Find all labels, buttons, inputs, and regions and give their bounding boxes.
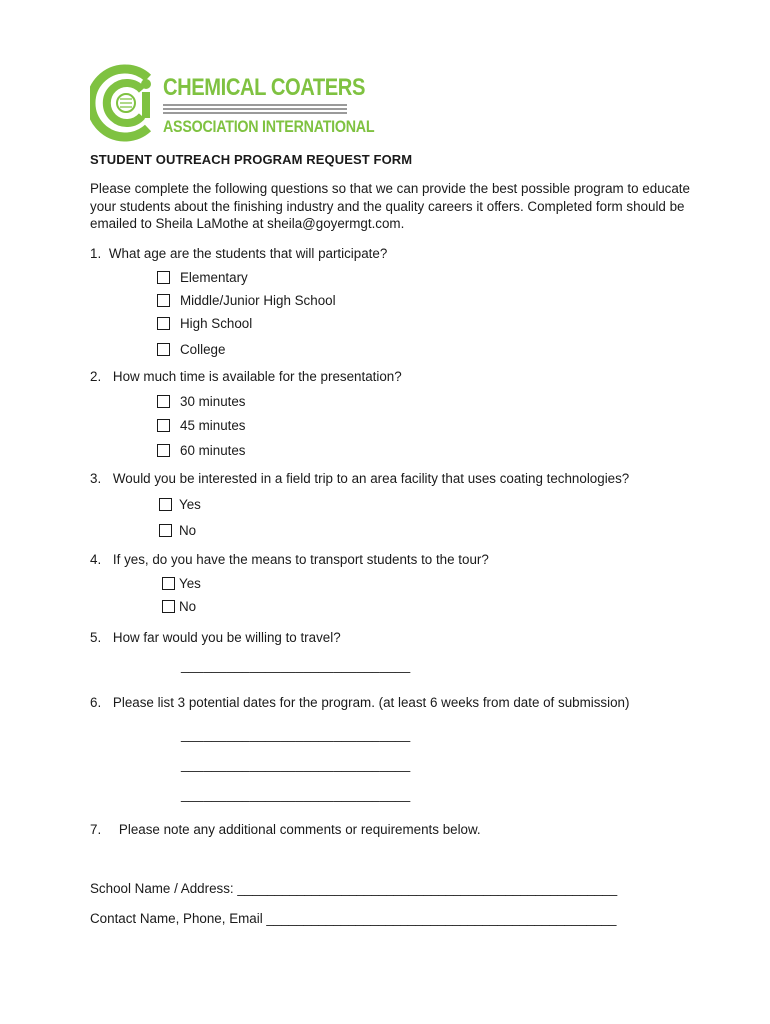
- checkbox[interactable]: [157, 343, 170, 356]
- question-text: Please list 3 potential dates for the program. (at least 6 weeks from date of submission): [112, 695, 630, 710]
- logo: [90, 64, 160, 142]
- checkbox[interactable]: [157, 395, 170, 408]
- option-transport-yes[interactable]: [162, 576, 201, 591]
- contact-field[interactable]: _______________________________________________: [266, 911, 617, 926]
- option-transport-no[interactable]: [162, 599, 196, 614]
- question-4: [90, 552, 489, 567]
- question-text: How far would you be willing to travel?: [112, 630, 341, 645]
- option-label: Middle/Junior High School: [180, 293, 336, 308]
- option-label: College: [180, 342, 226, 357]
- logo-rule-bottom: [163, 112, 347, 114]
- travel-distance-field[interactable]: ______________________________: [181, 658, 411, 673]
- date-field-2[interactable]: ______________________________: [181, 757, 411, 772]
- logo-rule-mid: [163, 108, 347, 110]
- question-number: 7.: [90, 822, 102, 837]
- question-text: If yes, do you have the means to transport students to the tour?: [112, 552, 489, 567]
- option-high-school[interactable]: [157, 316, 252, 331]
- checkbox[interactable]: [157, 419, 170, 432]
- option-field-trip-yes[interactable]: [159, 497, 201, 512]
- school-name-address-label: School Name / Address:: [90, 881, 234, 896]
- contact-row: [90, 911, 616, 926]
- option-label: 60 minutes: [180, 443, 246, 458]
- option-label: 45 minutes: [180, 418, 246, 433]
- question-2: [90, 369, 402, 384]
- checkbox[interactable]: [159, 498, 172, 511]
- option-label: Elementary: [180, 270, 248, 285]
- ccai-logo-mark-icon: [90, 64, 160, 142]
- question-number: 6.: [90, 695, 102, 710]
- date-field-3[interactable]: ______________________________: [181, 787, 411, 802]
- option-middle-junior-high[interactable]: [157, 293, 336, 308]
- option-60-minutes[interactable]: [157, 443, 246, 458]
- school-name-address-field[interactable]: ___________________________________________________: [237, 881, 618, 896]
- option-label: No: [179, 599, 197, 614]
- question-5: [90, 630, 341, 645]
- question-text: Would you be interested in a field trip to an area facility that uses coating technologies?: [112, 471, 630, 486]
- option-label: Yes: [179, 497, 201, 512]
- checkbox[interactable]: [162, 600, 175, 613]
- question-6: [90, 695, 629, 710]
- checkbox[interactable]: [157, 294, 170, 307]
- form-title: STUDENT OUTREACH PROGRAM REQUEST FORM: [90, 152, 413, 167]
- logo-line2: ASSOCIATION INTERNATIONAL: [163, 117, 375, 136]
- question-7: [90, 822, 481, 837]
- contact-label: Contact Name, Phone, Email: [90, 911, 263, 926]
- option-label: 30 minutes: [180, 394, 246, 409]
- question-number: 3.: [90, 471, 102, 486]
- question-number: 2.: [90, 369, 102, 384]
- option-label: High School: [180, 316, 253, 331]
- date-field-1[interactable]: ______________________________: [181, 727, 411, 742]
- checkbox[interactable]: [159, 524, 172, 537]
- option-label: No: [179, 523, 197, 538]
- option-30-minutes[interactable]: [157, 394, 246, 409]
- option-label: Yes: [179, 576, 201, 591]
- question-text: What age are the students that will participate?: [108, 246, 388, 261]
- option-45-minutes[interactable]: [157, 418, 246, 433]
- question-number: 1.: [90, 246, 102, 261]
- checkbox[interactable]: [157, 444, 170, 457]
- question-number: 5.: [90, 630, 102, 645]
- question-number: 4.: [90, 552, 102, 567]
- logo-rule-top: [163, 104, 347, 106]
- question-text: Please note any additional comments or requirements below.: [118, 822, 481, 837]
- checkbox[interactable]: [157, 317, 170, 330]
- question-1: [90, 246, 387, 261]
- option-college[interactable]: [157, 342, 225, 357]
- option-field-trip-no[interactable]: [159, 523, 196, 538]
- option-elementary[interactable]: [157, 270, 248, 285]
- intro-paragraph: Please complete the following questions so that we can provide the best possible program to educate your students about the finishing industry and the quality careers it offers. Completed form should be emailed to Sheila LaMothe at sheila@goyermgt.com.: [90, 181, 690, 231]
- question-3: [90, 471, 629, 486]
- checkbox[interactable]: [157, 271, 170, 284]
- question-text: How much time is available for the presentation?: [112, 369, 402, 384]
- school-name-address-row: [90, 881, 617, 896]
- checkbox[interactable]: [162, 577, 175, 590]
- logo-wordmark: [163, 76, 415, 135]
- logo-line1: CHEMICAL COATERS: [163, 74, 365, 101]
